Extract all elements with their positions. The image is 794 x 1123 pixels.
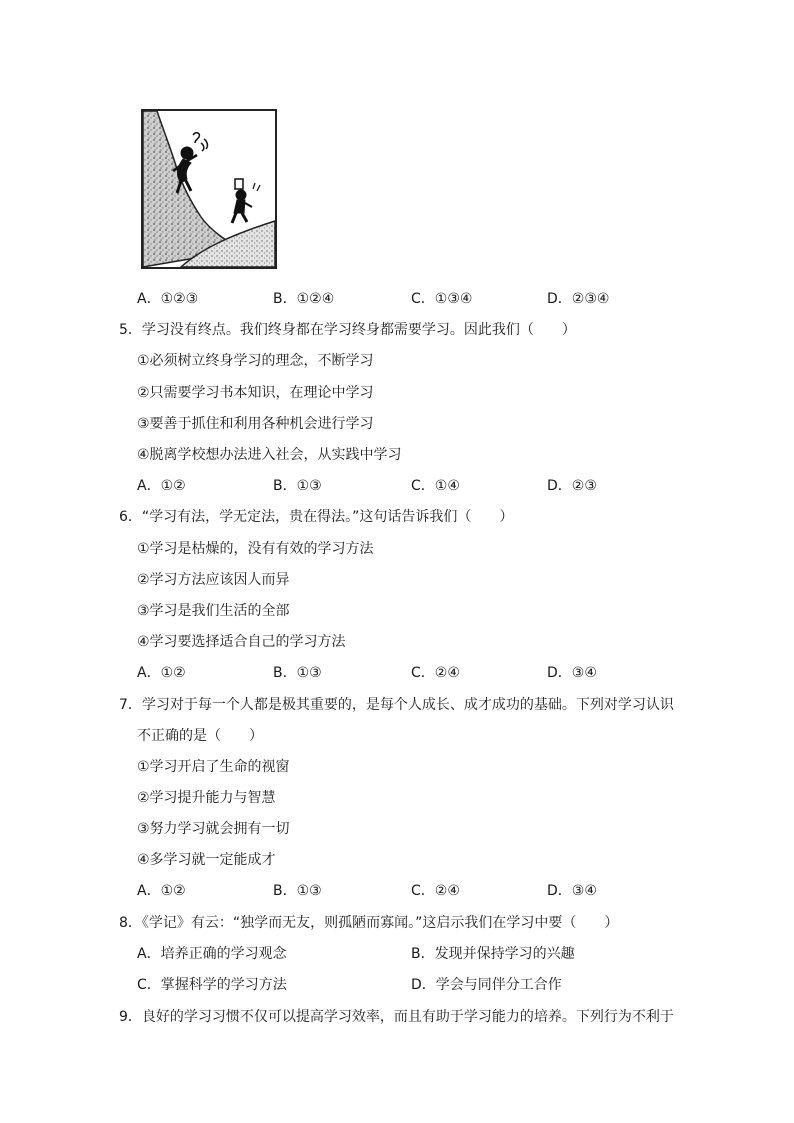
q7-item-4: ④多学习就一定能成才	[137, 852, 276, 868]
q5-option-d[interactable]: D．②③	[547, 478, 597, 494]
q7-option-c[interactable]: C．②④	[411, 883, 460, 899]
q6-option-d[interactable]: D．③④	[547, 665, 597, 681]
q7-stem-line-2: 不正确的是（ ）	[137, 728, 263, 744]
q6-item-2: ②学习方法应该因人而异	[137, 572, 290, 588]
q6-item-1: ①学习是枯燥的，没有有效的学习方法	[137, 541, 374, 557]
q5-item-3: ③要善于抓住和利用各种机会进行学习	[137, 416, 374, 432]
q7-option-b[interactable]: B．①③	[273, 883, 322, 899]
q7-item-3: ③努力学习就会拥有一切	[137, 821, 290, 837]
q6-stem: 6．“学习有法，学无定法，贵在得法。”这句话告诉我们（ ）	[119, 509, 514, 525]
q7-option-d[interactable]: D．③④	[547, 883, 597, 899]
q5-option-c[interactable]: C．①④	[411, 478, 460, 494]
q5-option-b[interactable]: B．①③	[273, 478, 322, 494]
q6-option-b[interactable]: B．①③	[273, 665, 322, 681]
q4-option-d[interactable]: D．②③④	[547, 291, 610, 307]
q5-item-4: ④脱离学校想办法进入社会，从实践中学习	[137, 447, 402, 463]
q4-option-c[interactable]: C．①③④	[411, 291, 473, 307]
q5-item-2: ②只需要学习书本知识，在理论中学习	[137, 385, 374, 401]
q8-option-b[interactable]: B．发现并保持学习的兴趣	[411, 946, 575, 962]
q7-stem-line-1: 7．学习对于每一个人都是极其重要的，是每个人成长、成才成功的基础。下列对学习认识	[119, 697, 674, 713]
q6-item-3: ③学习是我们生活的全部	[137, 603, 290, 619]
q5-stem: 5．学习没有终点。我们终身都在学习终身都需要学习。因此我们（ ）	[119, 322, 576, 338]
q5-option-a[interactable]: A．①②	[137, 478, 186, 494]
q4-option-a[interactable]: A．①②③	[137, 291, 199, 307]
q8-option-c[interactable]: C．掌握科学的学习方法	[137, 977, 287, 993]
q7-item-1: ①学习开启了生命的视窗	[137, 759, 290, 775]
q6-option-a[interactable]: A．①②	[137, 665, 186, 681]
q7-item-2: ②学习提升能力与智慧	[137, 790, 276, 806]
q9-stem: 9．良好的学习习惯不仅可以提高学习效率，而且有助于学习能力的培养。下列行为不利于	[119, 1009, 674, 1025]
q8-option-d[interactable]: D．学会与同伴分工合作	[411, 977, 562, 993]
q7-option-a[interactable]: A．①②	[137, 883, 186, 899]
q8-stem: 8．《学记》有云：“独学而无友，则孤陋而寡闻。”这启示我们在学习中要（ ）	[119, 915, 619, 931]
q5-item-1: ①必须树立终身学习的理念，不断学习	[137, 353, 374, 369]
cartoon-illustration	[141, 109, 277, 269]
q6-item-4: ④学习要选择适合自己的学习方法	[137, 634, 346, 650]
q6-option-c[interactable]: C．②④	[411, 665, 460, 681]
q4-option-b[interactable]: B．①②④	[273, 291, 335, 307]
q8-option-a[interactable]: A．培养正确的学习观念	[137, 946, 287, 962]
